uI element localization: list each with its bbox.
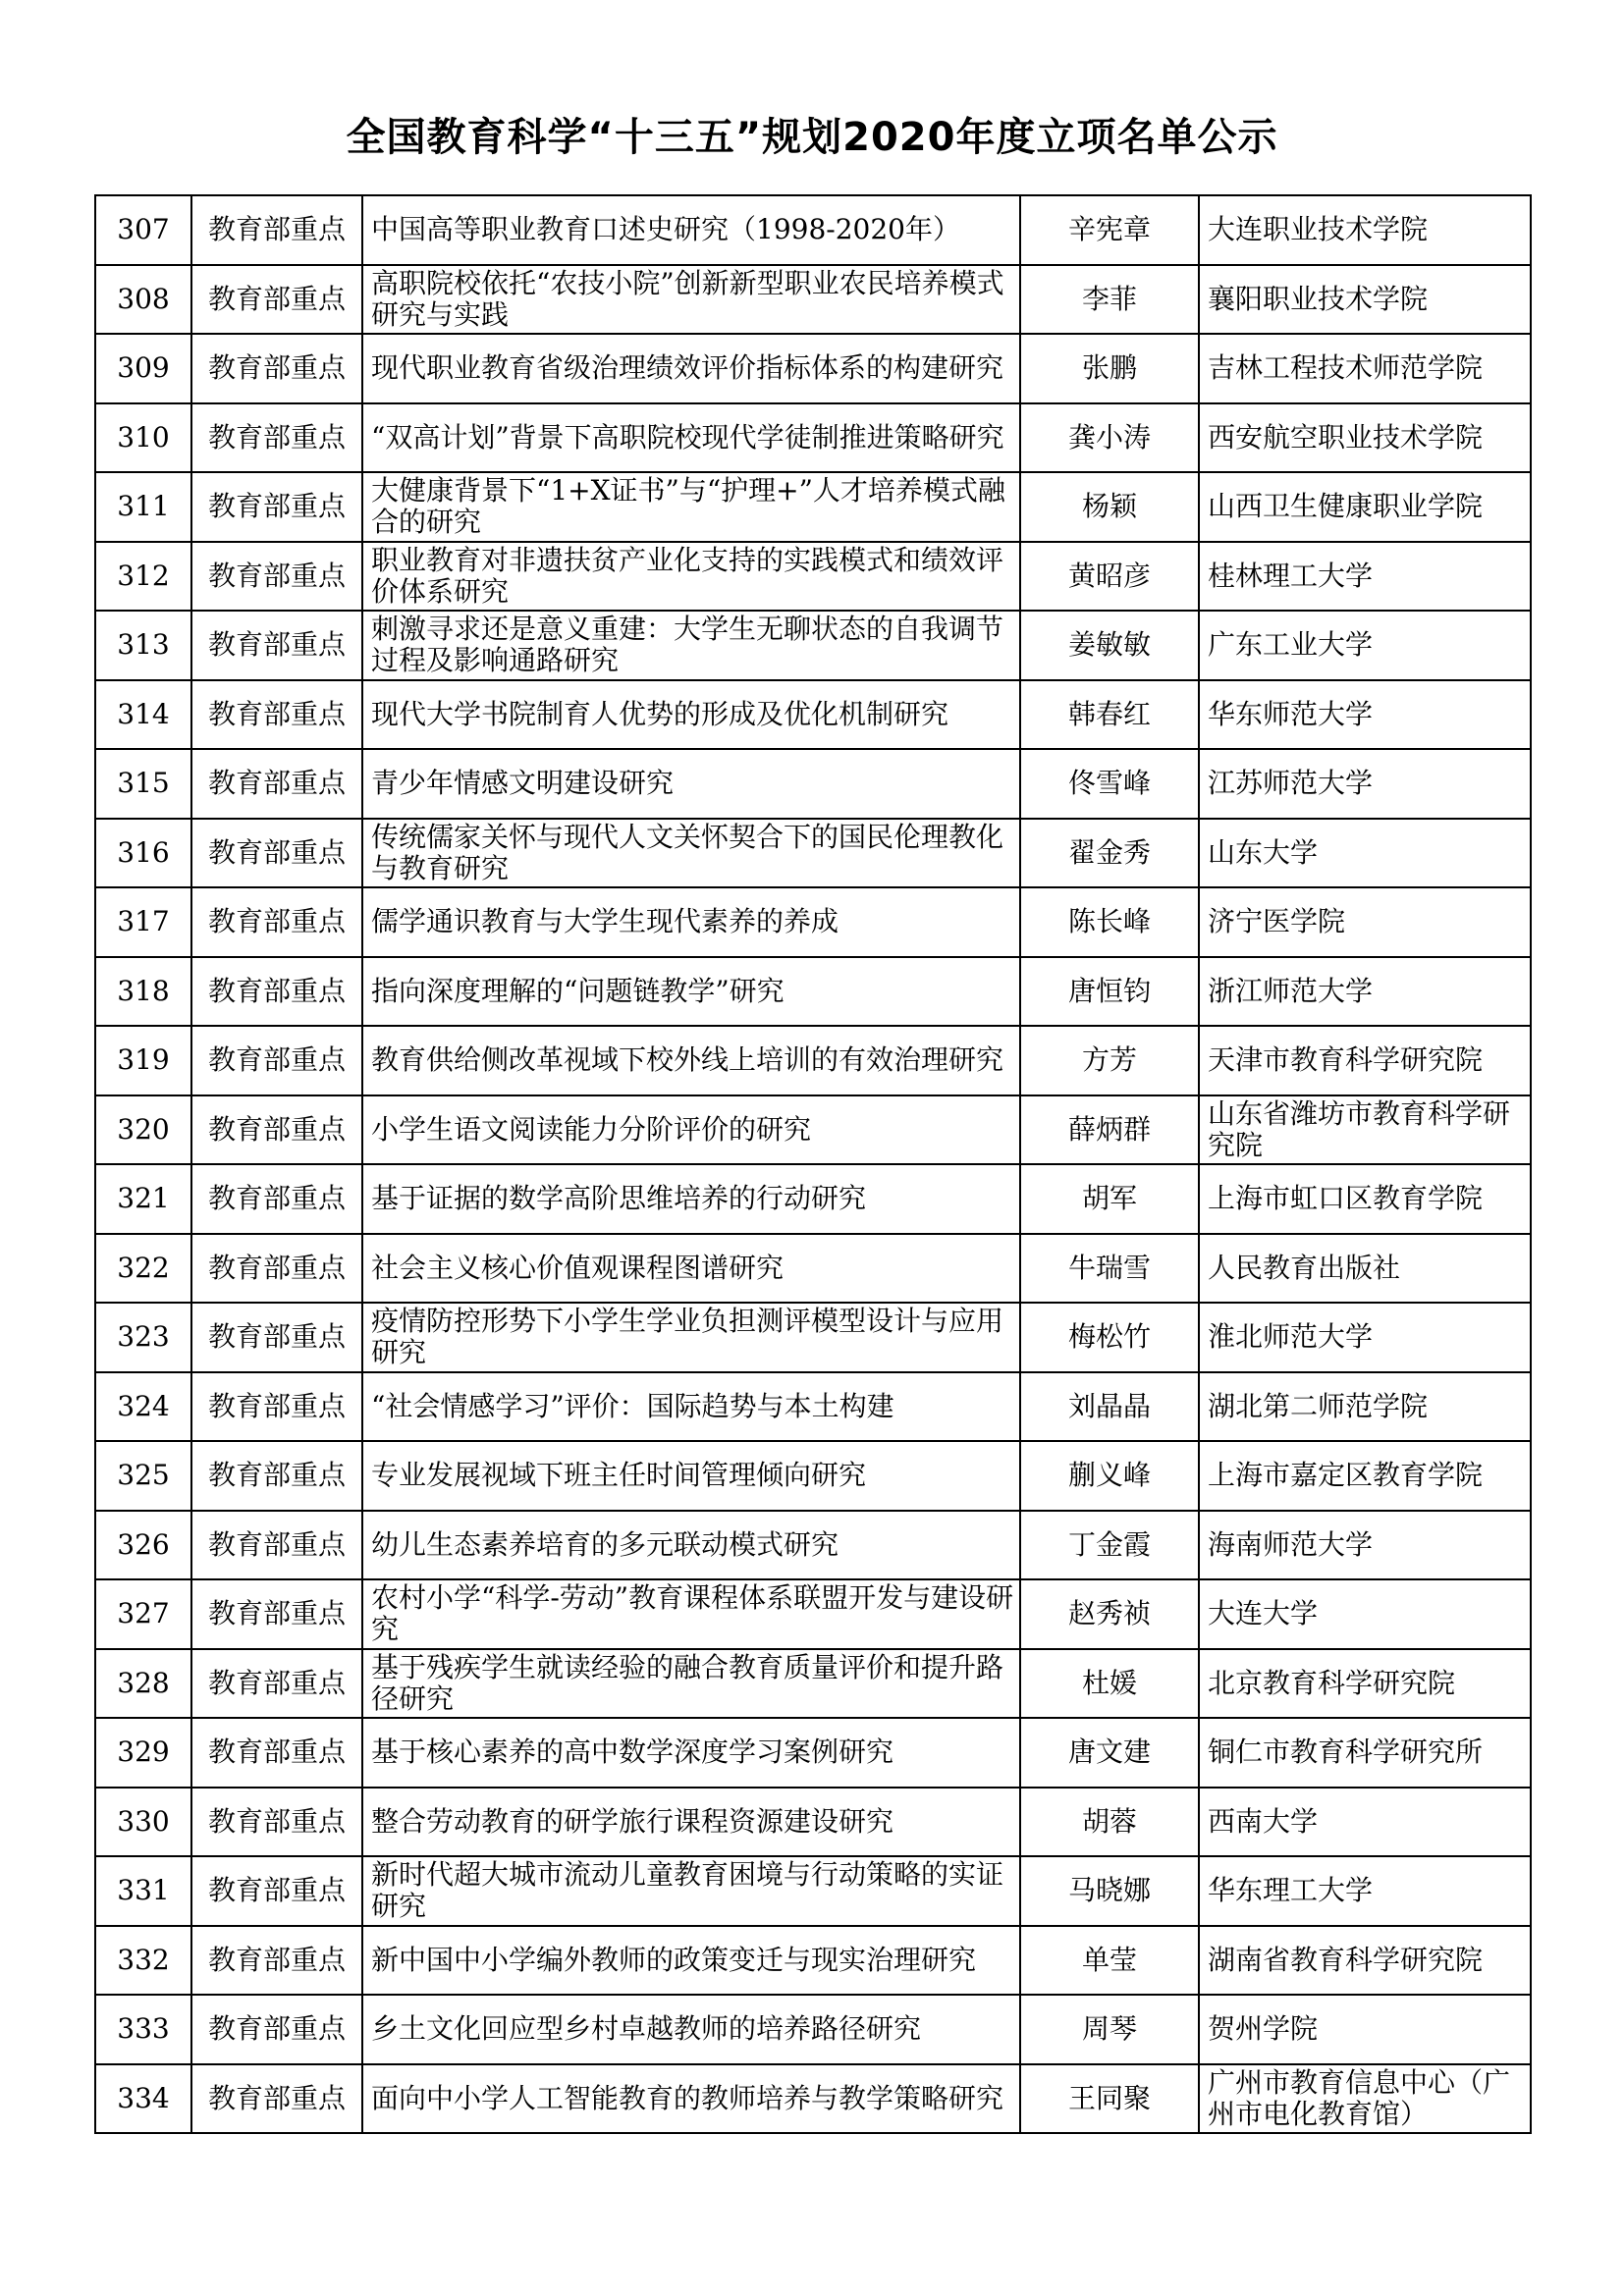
institution: 西安航空职业技术学院: [1199, 403, 1531, 473]
institution: 大连大学: [1199, 1579, 1531, 1649]
project-title: 社会主义核心价值观课程图谱研究: [362, 1234, 1020, 1304]
project-category: 教育部重点: [191, 1372, 362, 1442]
principal-investigator: 马晓娜: [1020, 1856, 1199, 1926]
project-category: 教育部重点: [191, 1856, 362, 1926]
table-row: [95, 819, 1531, 888]
table-row: [95, 195, 1531, 265]
project-number: 311: [95, 472, 191, 542]
project-title: 小学生语文阅读能力分阶评价的研究: [362, 1095, 1020, 1165]
project-category: 教育部重点: [191, 1579, 362, 1649]
project-title: 职业教育对非遗扶贫产业化支持的实践模式和绩效评价体系研究: [362, 542, 1020, 612]
institution: 襄阳职业技术学院: [1199, 265, 1531, 335]
principal-investigator: 王同聚: [1020, 2064, 1199, 2134]
institution: 桂林理工大学: [1199, 542, 1531, 612]
table-row: [95, 2064, 1531, 2134]
institution: 吉林工程技术师范学院: [1199, 334, 1531, 403]
project-category: 教育部重点: [191, 1441, 362, 1511]
project-category: 教育部重点: [191, 1026, 362, 1095]
principal-investigator: 胡蓉: [1020, 1788, 1199, 1857]
table-row: [95, 265, 1531, 335]
project-title: 指向深度理解的“问题链教学”研究: [362, 957, 1020, 1027]
principal-investigator: 李菲: [1020, 265, 1199, 335]
table-row: [95, 887, 1531, 957]
project-category: 教育部重点: [191, 611, 362, 680]
project-title: 教育供给侧改革视域下校外线上培训的有效治理研究: [362, 1026, 1020, 1095]
project-number: 310: [95, 403, 191, 473]
principal-investigator: 胡军: [1020, 1164, 1199, 1234]
project-title: 传统儒家关怀与现代人文关怀契合下的国民伦理教化与教育研究: [362, 819, 1020, 888]
project-title: 现代职业教育省级治理绩效评价指标体系的构建研究: [362, 334, 1020, 403]
institution: 华东师范大学: [1199, 680, 1531, 750]
project-number: 323: [95, 1303, 191, 1372]
table-row: [95, 1164, 1531, 1234]
table-row: [95, 1095, 1531, 1165]
institution: 上海市嘉定区教育学院: [1199, 1441, 1531, 1511]
project-title: 新中国中小学编外教师的政策变迁与现实治理研究: [362, 1926, 1020, 1996]
principal-investigator: 姜敏敏: [1020, 611, 1199, 680]
project-category: 教育部重点: [191, 1234, 362, 1304]
project-number: 312: [95, 542, 191, 612]
project-title: 青少年情感文明建设研究: [362, 749, 1020, 819]
table-row: [95, 1234, 1531, 1304]
project-category: 教育部重点: [191, 1995, 362, 2064]
project-number: 318: [95, 957, 191, 1027]
principal-investigator: 刘晶晶: [1020, 1372, 1199, 1442]
project-number: 325: [95, 1441, 191, 1511]
table-row: [95, 611, 1531, 680]
project-category: 教育部重点: [191, 819, 362, 888]
project-title: 整合劳动教育的研学旅行课程资源建设研究: [362, 1788, 1020, 1857]
project-number: 320: [95, 1095, 191, 1165]
table-row: [95, 542, 1531, 612]
principal-investigator: 龚小涛: [1020, 403, 1199, 473]
project-category: 教育部重点: [191, 1788, 362, 1857]
project-title: 专业发展视域下班主任时间管理倾向研究: [362, 1441, 1020, 1511]
institution: 湖北第二师范学院: [1199, 1372, 1531, 1442]
project-category: 教育部重点: [191, 1718, 362, 1788]
institution: 济宁医学院: [1199, 887, 1531, 957]
institution: 贺州学院: [1199, 1995, 1531, 2064]
project-number: 332: [95, 1926, 191, 1996]
project-title: 刺激寻求还是意义重建：大学生无聊状态的自我调节过程及影响通路研究: [362, 611, 1020, 680]
institution: 华东理工大学: [1199, 1856, 1531, 1926]
principal-investigator: 牛瑞雪: [1020, 1234, 1199, 1304]
project-number: 333: [95, 1995, 191, 2064]
principal-investigator: 佟雪峰: [1020, 749, 1199, 819]
principal-investigator: 赵秀祯: [1020, 1579, 1199, 1649]
table-row: [95, 957, 1531, 1027]
project-title: 中国高等职业教育口述史研究（1998-2020年）: [362, 195, 1020, 265]
project-category: 教育部重点: [191, 680, 362, 750]
project-title: 新时代超大城市流动儿童教育困境与行动策略的实证研究: [362, 1856, 1020, 1926]
institution: 天津市教育科学研究院: [1199, 1026, 1531, 1095]
project-title: 现代大学书院制育人优势的形成及优化机制研究: [362, 680, 1020, 750]
project-number: 329: [95, 1718, 191, 1788]
project-number: 309: [95, 334, 191, 403]
table-row: [95, 1372, 1531, 1442]
project-title: 儒学通识教育与大学生现代素养的养成: [362, 887, 1020, 957]
principal-investigator: 辛宪章: [1020, 195, 1199, 265]
table-row: [95, 1718, 1531, 1788]
table-row: [95, 749, 1531, 819]
principal-investigator: 杜媛: [1020, 1649, 1199, 1719]
project-category: 教育部重点: [191, 1164, 362, 1234]
project-number: 324: [95, 1372, 191, 1442]
principal-investigator: 唐文建: [1020, 1718, 1199, 1788]
institution: 北京教育科学研究院: [1199, 1649, 1531, 1719]
project-title: 幼儿生态素养培育的多元联动模式研究: [362, 1511, 1020, 1580]
principal-investigator: 丁金霞: [1020, 1511, 1199, 1580]
project-title: 基于证据的数学高阶思维培养的行动研究: [362, 1164, 1020, 1234]
project-title: 基于残疾学生就读经验的融合教育质量评价和提升路径研究: [362, 1649, 1020, 1719]
institution: 江苏师范大学: [1199, 749, 1531, 819]
project-number: 334: [95, 2064, 191, 2134]
institution: 广州市教育信息中心（广州市电化教育馆）: [1199, 2064, 1531, 2134]
principal-investigator: 单莹: [1020, 1926, 1199, 1996]
project-title: 乡土文化回应型乡村卓越教师的培养路径研究: [362, 1995, 1020, 2064]
principal-investigator: 张鹏: [1020, 334, 1199, 403]
project-number: 327: [95, 1579, 191, 1649]
table-row: [95, 334, 1531, 403]
project-category: 教育部重点: [191, 2064, 362, 2134]
project-number: 313: [95, 611, 191, 680]
project-category: 教育部重点: [191, 957, 362, 1027]
project-category: 教育部重点: [191, 1095, 362, 1165]
project-title: “社会情感学习”评价：国际趋势与本土构建: [362, 1372, 1020, 1442]
project-title: “双高计划”背景下高职院校现代学徒制推进策略研究: [362, 403, 1020, 473]
project-category: 教育部重点: [191, 1649, 362, 1719]
table-row: [95, 1441, 1531, 1511]
project-title: 基于核心素养的高中数学深度学习案例研究: [362, 1718, 1020, 1788]
principal-investigator: 唐恒钧: [1020, 957, 1199, 1027]
project-category: 教育部重点: [191, 887, 362, 957]
table-row: [95, 1511, 1531, 1580]
principal-investigator: 翟金秀: [1020, 819, 1199, 888]
project-number: 330: [95, 1788, 191, 1857]
project-category: 教育部重点: [191, 1303, 362, 1372]
principal-investigator: 蒯义峰: [1020, 1441, 1199, 1511]
institution: 山东省潍坊市教育科学研究院: [1199, 1095, 1531, 1165]
institution: 人民教育出版社: [1199, 1234, 1531, 1304]
table-row: [95, 1995, 1531, 2064]
principal-investigator: 薛炳群: [1020, 1095, 1199, 1165]
project-category: 教育部重点: [191, 1511, 362, 1580]
project-number: 308: [95, 265, 191, 335]
project-number: 316: [95, 819, 191, 888]
project-number: 322: [95, 1234, 191, 1304]
project-number: 326: [95, 1511, 191, 1580]
table-row: [95, 1303, 1531, 1372]
table-row: [95, 1026, 1531, 1095]
institution: 西南大学: [1199, 1788, 1531, 1857]
institution: 广东工业大学: [1199, 611, 1531, 680]
project-category: 教育部重点: [191, 265, 362, 335]
project-number: 328: [95, 1649, 191, 1719]
project-list-table: [94, 194, 1532, 2134]
project-number: 314: [95, 680, 191, 750]
table-row: [95, 680, 1531, 750]
institution: 铜仁市教育科学研究所: [1199, 1718, 1531, 1788]
project-category: 教育部重点: [191, 1926, 362, 1996]
project-category: 教育部重点: [191, 749, 362, 819]
institution: 上海市虹口区教育学院: [1199, 1164, 1531, 1234]
table-row: [95, 472, 1531, 542]
project-title: 高职院校依托“农技小院”创新新型职业农民培养模式研究与实践: [362, 265, 1020, 335]
table-row: [95, 1649, 1531, 1719]
principal-investigator: 周琴: [1020, 1995, 1199, 2064]
institution: 山西卫生健康职业学院: [1199, 472, 1531, 542]
principal-investigator: 韩春红: [1020, 680, 1199, 750]
project-category: 教育部重点: [191, 472, 362, 542]
table-row: [95, 1579, 1531, 1649]
institution: 淮北师范大学: [1199, 1303, 1531, 1372]
project-number: 317: [95, 887, 191, 957]
principal-investigator: 方芳: [1020, 1026, 1199, 1095]
project-title: 农村小学“科学-劳动”教育课程体系联盟开发与建设研究: [362, 1579, 1020, 1649]
project-number: 319: [95, 1026, 191, 1095]
table-row: [95, 1788, 1531, 1857]
table-row: [95, 403, 1531, 473]
table-row: [95, 1856, 1531, 1926]
institution: 山东大学: [1199, 819, 1531, 888]
table-row: [95, 1926, 1531, 1996]
project-category: 教育部重点: [191, 195, 362, 265]
page-title: 全国教育科学“十三五”规划2020年度立项名单公示: [346, 115, 1278, 160]
project-number: 331: [95, 1856, 191, 1926]
project-title: 面向中小学人工智能教育的教师培养与教学策略研究: [362, 2064, 1020, 2134]
principal-investigator: 陈长峰: [1020, 887, 1199, 957]
principal-investigator: 梅松竹: [1020, 1303, 1199, 1372]
institution: 海南师范大学: [1199, 1511, 1531, 1580]
project-category: 教育部重点: [191, 334, 362, 403]
principal-investigator: 杨颖: [1020, 472, 1199, 542]
principal-investigator: 黄昭彦: [1020, 542, 1199, 612]
project-title: 疫情防控形势下小学生学业负担测评模型设计与应用研究: [362, 1303, 1020, 1372]
project-number: 307: [95, 195, 191, 265]
project-category: 教育部重点: [191, 403, 362, 473]
institution: 浙江师范大学: [1199, 957, 1531, 1027]
institution: 大连职业技术学院: [1199, 195, 1531, 265]
project-number: 321: [95, 1164, 191, 1234]
project-number: 315: [95, 749, 191, 819]
project-title: 大健康背景下“1+X证书”与“护理+”人才培养模式融合的研究: [362, 472, 1020, 542]
project-category: 教育部重点: [191, 542, 362, 612]
institution: 湖南省教育科学研究院: [1199, 1926, 1531, 1996]
